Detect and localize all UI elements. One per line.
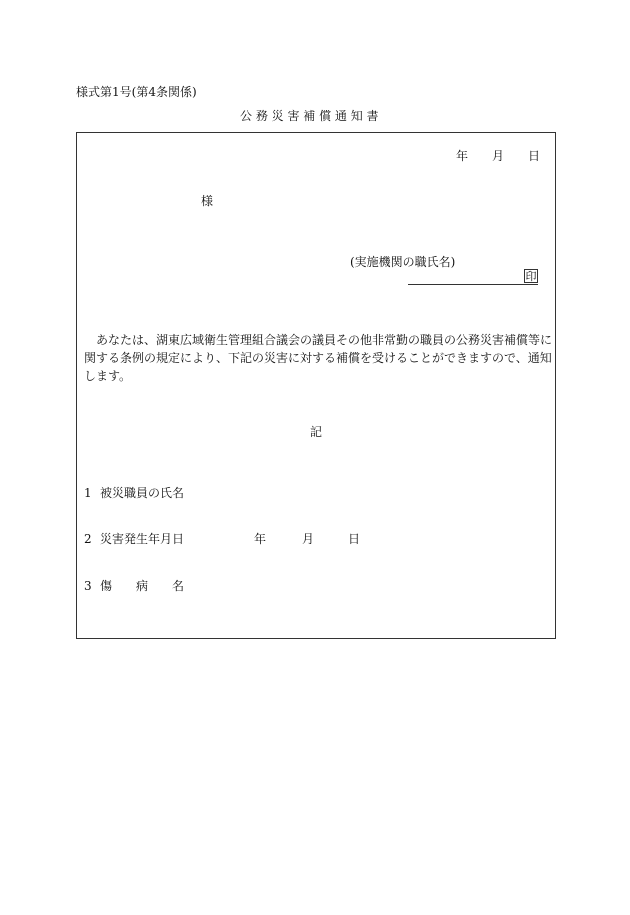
addressee-suffix: 様 <box>201 194 214 208</box>
item-3-label: 傷 病 名 <box>100 579 185 593</box>
ki-heading: 記 <box>310 425 323 439</box>
item-2-year: 年 <box>254 532 267 546</box>
date-year: 年 <box>456 149 469 163</box>
date-month: 月 <box>492 149 505 163</box>
seal-mark: 印 <box>525 270 537 283</box>
signature-line <box>408 284 538 285</box>
issuer-label: (実施機関の職氏名) <box>350 255 456 269</box>
document-title: 公 務 災 害 補 償 通 知 書 <box>240 109 379 123</box>
notice-body-text: あなたは、湖東広域衛生管理組合議会の議員その他非常勤の職員の公務災害補償等に関する条例の規定により、下記の災害に対する補償を受けることができますので、通知します。 <box>84 333 553 383</box>
item-1-number: 1 <box>84 486 92 500</box>
item-2-day: 日 <box>348 532 361 546</box>
item-1-label: 被災職員の氏名 <box>100 486 185 500</box>
form-number: 様式第1号(第4条関係) <box>76 85 197 99</box>
date-day: 日 <box>528 149 541 163</box>
form-box <box>76 132 556 639</box>
notice-body <box>84 331 552 385</box>
item-3-number: 3 <box>84 579 92 593</box>
item-2-month: 月 <box>302 532 315 546</box>
item-2-number: 2 <box>84 532 92 546</box>
item-2-label: 災害発生年月日 <box>100 532 185 546</box>
